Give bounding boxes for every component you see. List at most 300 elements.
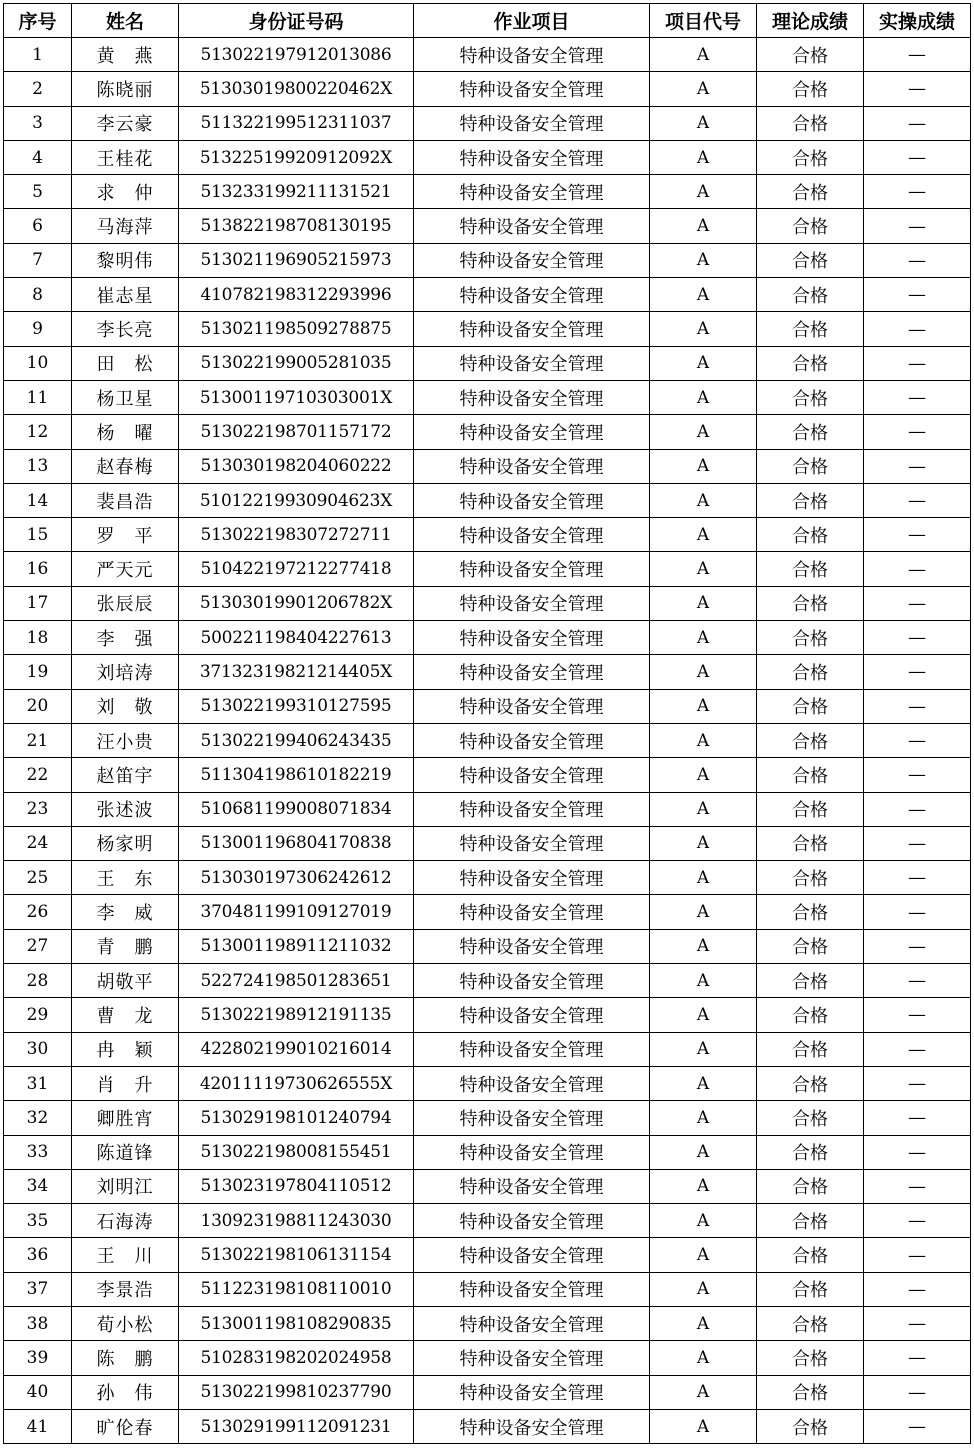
cell-item-code: A [650,140,757,174]
cell-no: 7 [4,243,72,277]
cell-no: 22 [4,758,72,792]
cell-item-code: A [650,312,757,346]
cell-item-code: A [650,518,757,552]
cell-name: 罗 平 [72,518,179,552]
table-row [4,1306,971,1340]
cell-theory-score: 合格 [757,38,864,72]
cell-work-item: 特种设备安全管理 [414,964,650,998]
cell-theory-score: 合格 [757,209,864,243]
cell-id-number: 513030198204060222 [179,449,414,483]
cell-theory-score: 合格 [757,518,864,552]
cell-practical-score: — [864,1169,971,1203]
cell-practical-score: — [864,449,971,483]
cell-item-code: A [650,1101,757,1135]
cell-id-number: 513022198106131154 [179,1238,414,1272]
cell-work-item: 特种设备安全管理 [414,243,650,277]
cell-practical-score: — [864,1272,971,1306]
cell-theory-score: 合格 [757,1375,864,1409]
cell-practical-score: — [864,929,971,963]
header-theory-score: 理论成绩 [757,4,864,38]
cell-no: 14 [4,483,72,517]
cell-no: 41 [4,1409,72,1443]
cell-practical-score: — [864,518,971,552]
cell-id-number: 422802199010216014 [179,1032,414,1066]
cell-no: 12 [4,415,72,449]
cell-practical-score: — [864,1409,971,1443]
cell-name: 旷伦春 [72,1409,179,1443]
cell-id-number: 51303019901206782X [179,586,414,620]
cell-name: 李长亮 [72,312,179,346]
cell-name: 张述波 [72,792,179,826]
cell-practical-score: — [864,1375,971,1409]
cell-name: 崔志星 [72,278,179,312]
cell-work-item: 特种设备安全管理 [414,1341,650,1375]
cell-name: 黎明伟 [72,243,179,277]
cell-item-code: A [650,861,757,895]
cell-item-code: A [650,1204,757,1238]
cell-item-code: A [650,1341,757,1375]
cell-work-item: 特种设备安全管理 [414,1204,650,1238]
cell-work-item: 特种设备安全管理 [414,1409,650,1443]
table-row [4,1375,971,1409]
cell-name: 卿胜宵 [72,1101,179,1135]
cell-id-number: 511322199512311037 [179,106,414,140]
cell-no: 26 [4,895,72,929]
cell-item-code: A [650,1135,757,1169]
table-row [4,621,971,655]
cell-no: 11 [4,380,72,414]
cell-theory-score: 合格 [757,1032,864,1066]
cell-item-code: A [650,1238,757,1272]
cell-item-code: A [650,792,757,826]
table-row [4,106,971,140]
cell-work-item: 特种设备安全管理 [414,483,650,517]
cell-work-item: 特种设备安全管理 [414,1135,650,1169]
cell-no: 8 [4,278,72,312]
cell-item-code: A [650,106,757,140]
table-header [4,4,971,38]
table-row [4,1272,971,1306]
cell-no: 6 [4,209,72,243]
cell-practical-score: — [864,72,971,106]
cell-work-item: 特种设备安全管理 [414,895,650,929]
cell-id-number: 513022198912191135 [179,998,414,1032]
cell-name: 陈道锋 [72,1135,179,1169]
cell-name: 王 川 [72,1238,179,1272]
cell-theory-score: 合格 [757,689,864,723]
cell-work-item: 特种设备安全管理 [414,689,650,723]
cell-id-number: 510283198202024958 [179,1341,414,1375]
cell-work-item: 特种设备安全管理 [414,1272,650,1306]
cell-id-number: 513022198008155451 [179,1135,414,1169]
header-name: 姓名 [72,4,179,38]
cell-practical-score: — [864,998,971,1032]
cell-practical-score: — [864,1135,971,1169]
table-row [4,689,971,723]
cell-work-item: 特种设备安全管理 [414,38,650,72]
table-row [4,175,971,209]
cell-theory-score: 合格 [757,655,864,689]
cell-work-item: 特种设备安全管理 [414,312,650,346]
cell-no: 30 [4,1032,72,1066]
table-row [4,861,971,895]
cell-work-item: 特种设备安全管理 [414,449,650,483]
table-row [4,792,971,826]
cell-theory-score: 合格 [757,929,864,963]
cell-theory-score: 合格 [757,380,864,414]
cell-theory-score: 合格 [757,278,864,312]
table-row [4,1169,971,1203]
cell-no: 1 [4,38,72,72]
cell-no: 13 [4,449,72,483]
cell-practical-score: — [864,723,971,757]
cell-item-code: A [650,826,757,860]
cell-id-number: 513021196905215973 [179,243,414,277]
cell-work-item: 特种设备安全管理 [414,792,650,826]
cell-practical-score: — [864,1204,971,1238]
cell-item-code: A [650,552,757,586]
cell-id-number: 513022199005281035 [179,346,414,380]
cell-item-code: A [650,415,757,449]
cell-practical-score: — [864,689,971,723]
cell-theory-score: 合格 [757,449,864,483]
cell-name: 刘培涛 [72,655,179,689]
cell-name: 胡敬平 [72,964,179,998]
cell-theory-score: 合格 [757,758,864,792]
header-work-item: 作业项目 [414,4,650,38]
cell-id-number: 370481199109127019 [179,895,414,929]
cell-item-code: A [650,1409,757,1443]
table-row [4,1066,971,1100]
cell-item-code: A [650,175,757,209]
cell-name: 王 东 [72,861,179,895]
cell-work-item: 特种设备安全管理 [414,723,650,757]
cell-name: 李景浩 [72,1272,179,1306]
cell-id-number: 513822198708130195 [179,209,414,243]
cell-item-code: A [650,449,757,483]
cell-item-code: A [650,1169,757,1203]
cell-no: 40 [4,1375,72,1409]
cell-item-code: A [650,655,757,689]
cell-no: 17 [4,586,72,620]
cell-no: 10 [4,346,72,380]
cell-item-code: A [650,689,757,723]
cell-id-number: 513001198911211032 [179,929,414,963]
cell-name: 汪小贵 [72,723,179,757]
cell-name: 赵笛宇 [72,758,179,792]
cell-item-code: A [650,346,757,380]
cell-id-number: 51303019800220462X [179,72,414,106]
cell-theory-score: 合格 [757,723,864,757]
table-row [4,72,971,106]
table-row [4,243,971,277]
table-row [4,1204,971,1238]
cell-practical-score: — [864,312,971,346]
cell-name: 青 鹏 [72,929,179,963]
cell-work-item: 特种设备安全管理 [414,586,650,620]
table-row [4,1135,971,1169]
cell-item-code: A [650,38,757,72]
cell-id-number: 51322519920912092X [179,140,414,174]
results-table [3,3,971,1444]
cell-work-item: 特种设备安全管理 [414,518,650,552]
cell-no: 16 [4,552,72,586]
cell-theory-score: 合格 [757,1135,864,1169]
header-id-number: 身份证号码 [179,4,414,38]
table-row [4,826,971,860]
cell-id-number: 51012219930904623X [179,483,414,517]
cell-name: 孙 伟 [72,1375,179,1409]
cell-item-code: A [650,586,757,620]
cell-theory-score: 合格 [757,998,864,1032]
cell-no: 39 [4,1341,72,1375]
cell-name: 刘 敬 [72,689,179,723]
cell-practical-score: — [864,106,971,140]
cell-work-item: 特种设备安全管理 [414,1032,650,1066]
cell-no: 23 [4,792,72,826]
cell-id-number: 511304198610182219 [179,758,414,792]
cell-id-number: 513001196804170838 [179,826,414,860]
table-row [4,38,971,72]
cell-id-number: 510422197212277418 [179,552,414,586]
cell-theory-score: 合格 [757,312,864,346]
cell-id-number: 42011119730626555X [179,1066,414,1100]
table-row [4,312,971,346]
cell-practical-score: — [864,861,971,895]
table-row [4,380,971,414]
cell-id-number: 410782198312293996 [179,278,414,312]
cell-item-code: A [650,243,757,277]
cell-no: 38 [4,1306,72,1340]
cell-id-number: 510681199008071834 [179,792,414,826]
table-row [4,518,971,552]
cell-practical-score: — [864,792,971,826]
cell-id-number: 513022198307272711 [179,518,414,552]
cell-work-item: 特种设备安全管理 [414,1306,650,1340]
cell-theory-score: 合格 [757,415,864,449]
cell-theory-score: 合格 [757,964,864,998]
cell-name: 李 强 [72,621,179,655]
cell-work-item: 特种设备安全管理 [414,1101,650,1135]
cell-id-number: 37132319821214405X [179,655,414,689]
table-row [4,140,971,174]
cell-practical-score: — [864,895,971,929]
cell-work-item: 特种设备安全管理 [414,175,650,209]
cell-practical-score: — [864,1341,971,1375]
cell-theory-score: 合格 [757,1409,864,1443]
cell-id-number: 522724198501283651 [179,964,414,998]
cell-practical-score: — [864,38,971,72]
cell-theory-score: 合格 [757,106,864,140]
table-row [4,1101,971,1135]
cell-id-number: 513029198101240794 [179,1101,414,1135]
header-no: 序号 [4,4,72,38]
cell-practical-score: — [864,758,971,792]
cell-no: 37 [4,1272,72,1306]
table-row [4,1409,971,1443]
cell-item-code: A [650,1306,757,1340]
cell-item-code: A [650,380,757,414]
cell-practical-score: — [864,380,971,414]
cell-name: 曹 龙 [72,998,179,1032]
cell-name: 裴昌浩 [72,483,179,517]
cell-id-number: 513029199112091231 [179,1409,414,1443]
table-row [4,929,971,963]
table-row [4,552,971,586]
cell-name: 赵春梅 [72,449,179,483]
cell-id-number: 513021198509278875 [179,312,414,346]
cell-name: 严天元 [72,552,179,586]
cell-name: 黄 燕 [72,38,179,72]
cell-name: 荀小松 [72,1306,179,1340]
cell-work-item: 特种设备安全管理 [414,998,650,1032]
cell-work-item: 特种设备安全管理 [414,1375,650,1409]
cell-name: 石海涛 [72,1204,179,1238]
cell-id-number: 130923198811243030 [179,1204,414,1238]
table-row [4,655,971,689]
cell-theory-score: 合格 [757,243,864,277]
cell-no: 31 [4,1066,72,1100]
cell-theory-score: 合格 [757,1066,864,1100]
cell-no: 34 [4,1169,72,1203]
cell-work-item: 特种设备安全管理 [414,380,650,414]
cell-name: 马海萍 [72,209,179,243]
cell-id-number: 51300119710303001X [179,380,414,414]
cell-id-number: 513001198108290835 [179,1306,414,1340]
cell-theory-score: 合格 [757,1272,864,1306]
cell-work-item: 特种设备安全管理 [414,1066,650,1100]
cell-work-item: 特种设备安全管理 [414,655,650,689]
table-row [4,998,971,1032]
table-row [4,895,971,929]
cell-theory-score: 合格 [757,175,864,209]
cell-practical-score: — [864,175,971,209]
cell-practical-score: — [864,1032,971,1066]
cell-item-code: A [650,758,757,792]
cell-id-number: 513022198701157172 [179,415,414,449]
cell-no: 29 [4,998,72,1032]
cell-practical-score: — [864,1066,971,1100]
table-row [4,758,971,792]
cell-no: 15 [4,518,72,552]
cell-name: 求 仲 [72,175,179,209]
cell-item-code: A [650,964,757,998]
cell-no: 27 [4,929,72,963]
cell-work-item: 特种设备安全管理 [414,140,650,174]
cell-practical-score: — [864,655,971,689]
cell-practical-score: — [864,140,971,174]
cell-name: 陈晓丽 [72,72,179,106]
cell-work-item: 特种设备安全管理 [414,1169,650,1203]
cell-id-number: 500221198404227613 [179,621,414,655]
cell-theory-score: 合格 [757,483,864,517]
cell-item-code: A [650,1066,757,1100]
table-row [4,723,971,757]
cell-item-code: A [650,621,757,655]
cell-id-number: 513022199406243435 [179,723,414,757]
cell-no: 2 [4,72,72,106]
cell-practical-score: — [864,621,971,655]
cell-no: 5 [4,175,72,209]
table-row [4,586,971,620]
cell-theory-score: 合格 [757,1238,864,1272]
cell-theory-score: 合格 [757,1341,864,1375]
cell-name: 杨 曜 [72,415,179,449]
cell-theory-score: 合格 [757,1306,864,1340]
cell-no: 18 [4,621,72,655]
cell-theory-score: 合格 [757,1101,864,1135]
cell-name: 杨家明 [72,826,179,860]
cell-item-code: A [650,1272,757,1306]
cell-work-item: 特种设备安全管理 [414,278,650,312]
cell-no: 36 [4,1238,72,1272]
cell-practical-score: — [864,552,971,586]
cell-theory-score: 合格 [757,861,864,895]
cell-work-item: 特种设备安全管理 [414,929,650,963]
cell-no: 4 [4,140,72,174]
cell-theory-score: 合格 [757,586,864,620]
cell-id-number: 511223198108110010 [179,1272,414,1306]
cell-theory-score: 合格 [757,895,864,929]
cell-item-code: A [650,998,757,1032]
cell-item-code: A [650,1032,757,1066]
cell-theory-score: 合格 [757,140,864,174]
cell-practical-score: — [864,826,971,860]
cell-id-number: 513022197912013086 [179,38,414,72]
cell-no: 20 [4,689,72,723]
cell-no: 21 [4,723,72,757]
header-row [4,4,971,38]
cell-theory-score: 合格 [757,621,864,655]
cell-no: 33 [4,1135,72,1169]
cell-id-number: 513022199310127595 [179,689,414,723]
cell-work-item: 特种设备安全管理 [414,209,650,243]
cell-practical-score: — [864,1306,971,1340]
cell-name: 李云豪 [72,106,179,140]
cell-practical-score: — [864,346,971,380]
cell-id-number: 513022199810237790 [179,1375,414,1409]
cell-work-item: 特种设备安全管理 [414,106,650,140]
cell-name: 杨卫星 [72,380,179,414]
cell-item-code: A [650,929,757,963]
cell-no: 32 [4,1101,72,1135]
table-row [4,278,971,312]
cell-practical-score: — [864,209,971,243]
table-row [4,209,971,243]
cell-no: 24 [4,826,72,860]
cell-id-number: 513030197306242612 [179,861,414,895]
cell-work-item: 特种设备安全管理 [414,861,650,895]
cell-practical-score: — [864,586,971,620]
results-sheet [3,3,971,1444]
cell-name: 田 松 [72,346,179,380]
table-body [4,38,971,1444]
cell-name: 刘明江 [72,1169,179,1203]
cell-name: 王桂花 [72,140,179,174]
table-row [4,1341,971,1375]
cell-theory-score: 合格 [757,1204,864,1238]
cell-theory-score: 合格 [757,552,864,586]
table-row [4,1238,971,1272]
cell-name: 肖 升 [72,1066,179,1100]
cell-theory-score: 合格 [757,826,864,860]
cell-no: 3 [4,106,72,140]
cell-item-code: A [650,1375,757,1409]
cell-work-item: 特种设备安全管理 [414,415,650,449]
cell-theory-score: 合格 [757,792,864,826]
cell-practical-score: — [864,964,971,998]
cell-no: 35 [4,1204,72,1238]
